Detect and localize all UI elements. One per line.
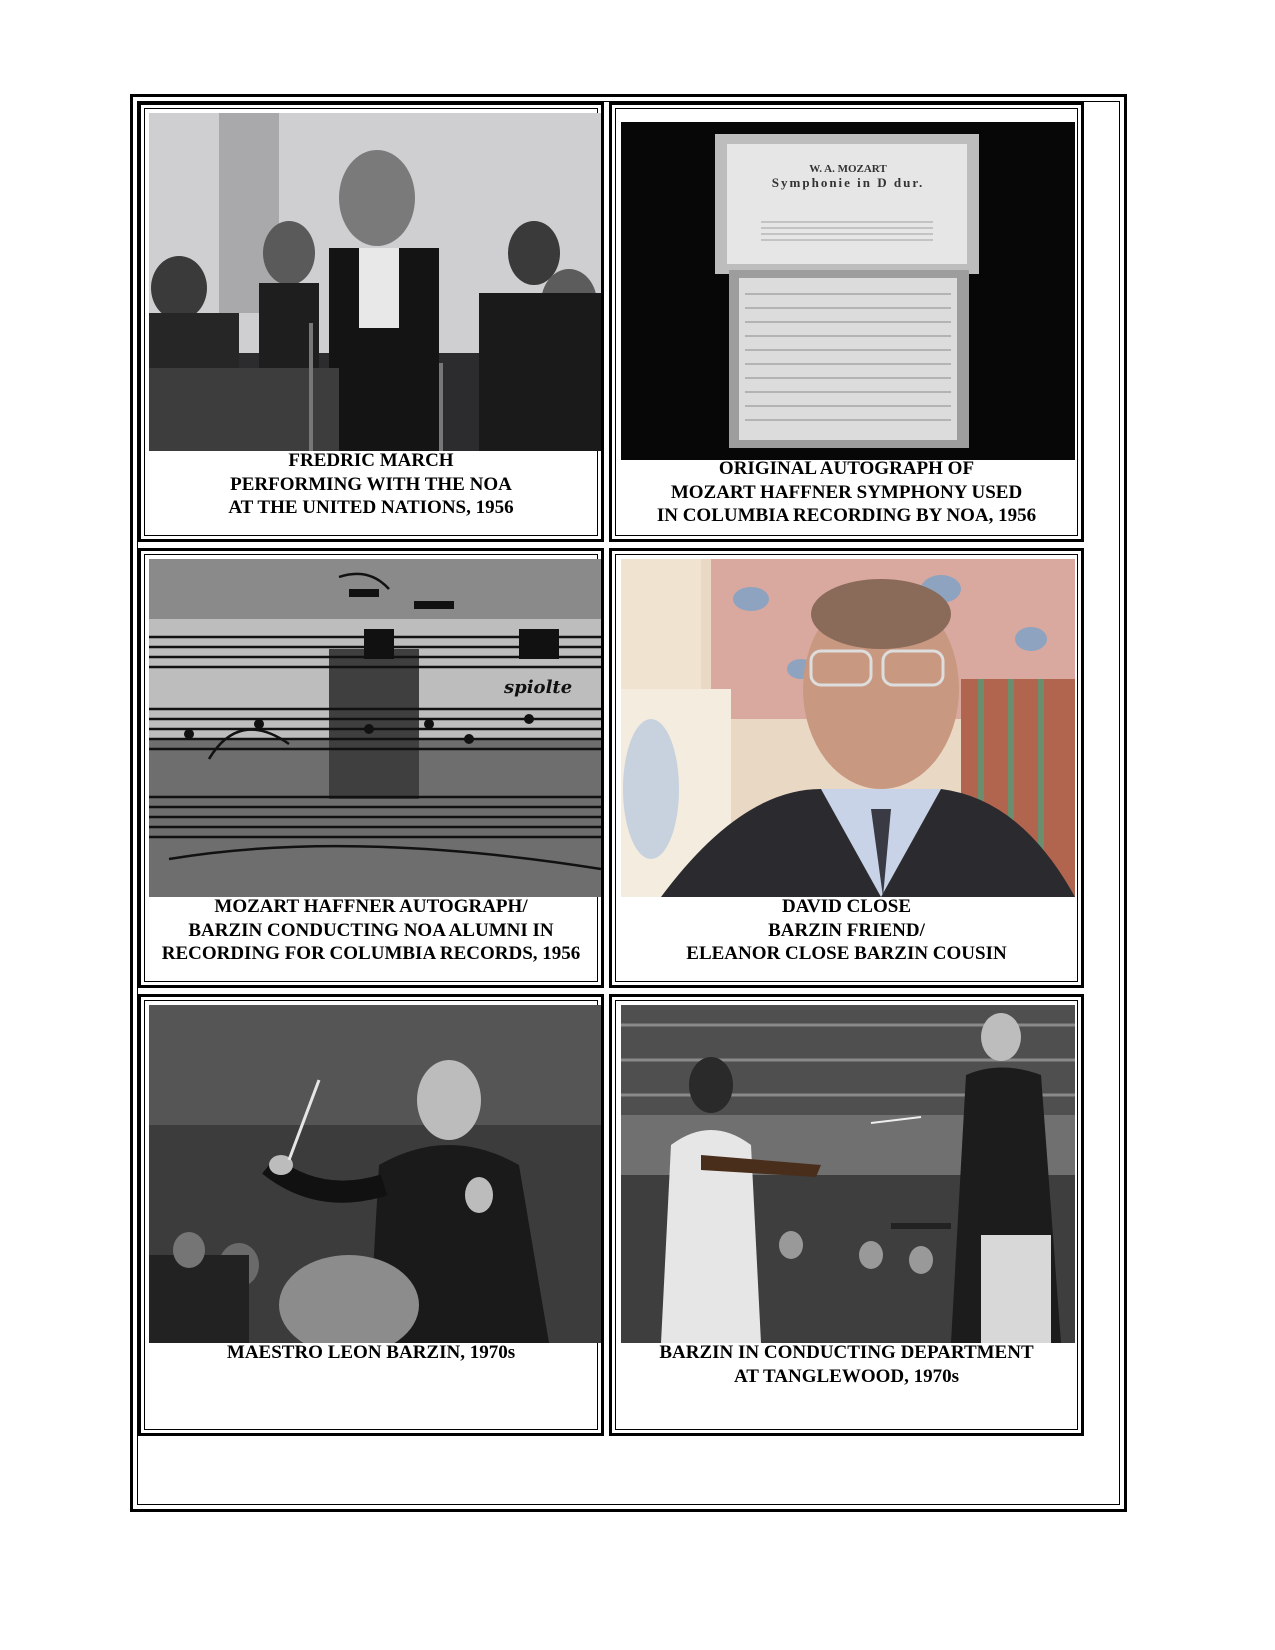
photo-card-haffner-recording (138, 548, 604, 988)
manuscript-in-case-photo (621, 122, 1075, 460)
score-annotation-text: spiolte (504, 677, 573, 698)
photo-card-leon-barzin (138, 994, 604, 1436)
tanglewood-rehearsal-photo (621, 1005, 1075, 1343)
conductor-with-baton-photo (149, 1005, 601, 1343)
photo-caption: ORIGINAL AUTOGRAPH OF MOZART HAFFNER SYMPHONY USED IN COLUMBIA RECORDING BY NOA, 1956 (656, 458, 1037, 526)
manuscript-title-label: W. A. MOZART Symphonie in D dur. (771, 163, 925, 190)
photo-caption: DAVID CLOSE BARZIN FRIEND/ ELEANOR CLOSE BARZIN COUSIN (686, 896, 1007, 964)
photo-caption: FREDRIC MARCH PERFORMING WITH THE NOA AT THE UNITED NATIONS, 1956 (228, 450, 514, 518)
photo-caption: MAESTRO LEON BARZIN, 1970s (226, 1342, 516, 1363)
photo-card-tanglewood (609, 994, 1084, 1436)
score-overlay-orchestra-photo (149, 559, 601, 897)
photo-card-mozart-autograph (609, 102, 1084, 542)
photo-card-david-close (609, 548, 1084, 988)
speaker-at-podium-photo (149, 113, 601, 451)
elderly-man-portrait-photo (621, 559, 1075, 897)
photo-card-fredric-march (138, 102, 604, 542)
photo-caption: BARZIN IN CONDUCTING DEPARTMENT AT TANGLEWOOD, 1970s (659, 1342, 1034, 1387)
photo-caption: MOZART HAFFNER AUTOGRAPH/ BARZIN CONDUCTING NOA ALUMNI IN RECORDING FOR COLUMBIA RECORDS, 1956 (161, 896, 581, 964)
